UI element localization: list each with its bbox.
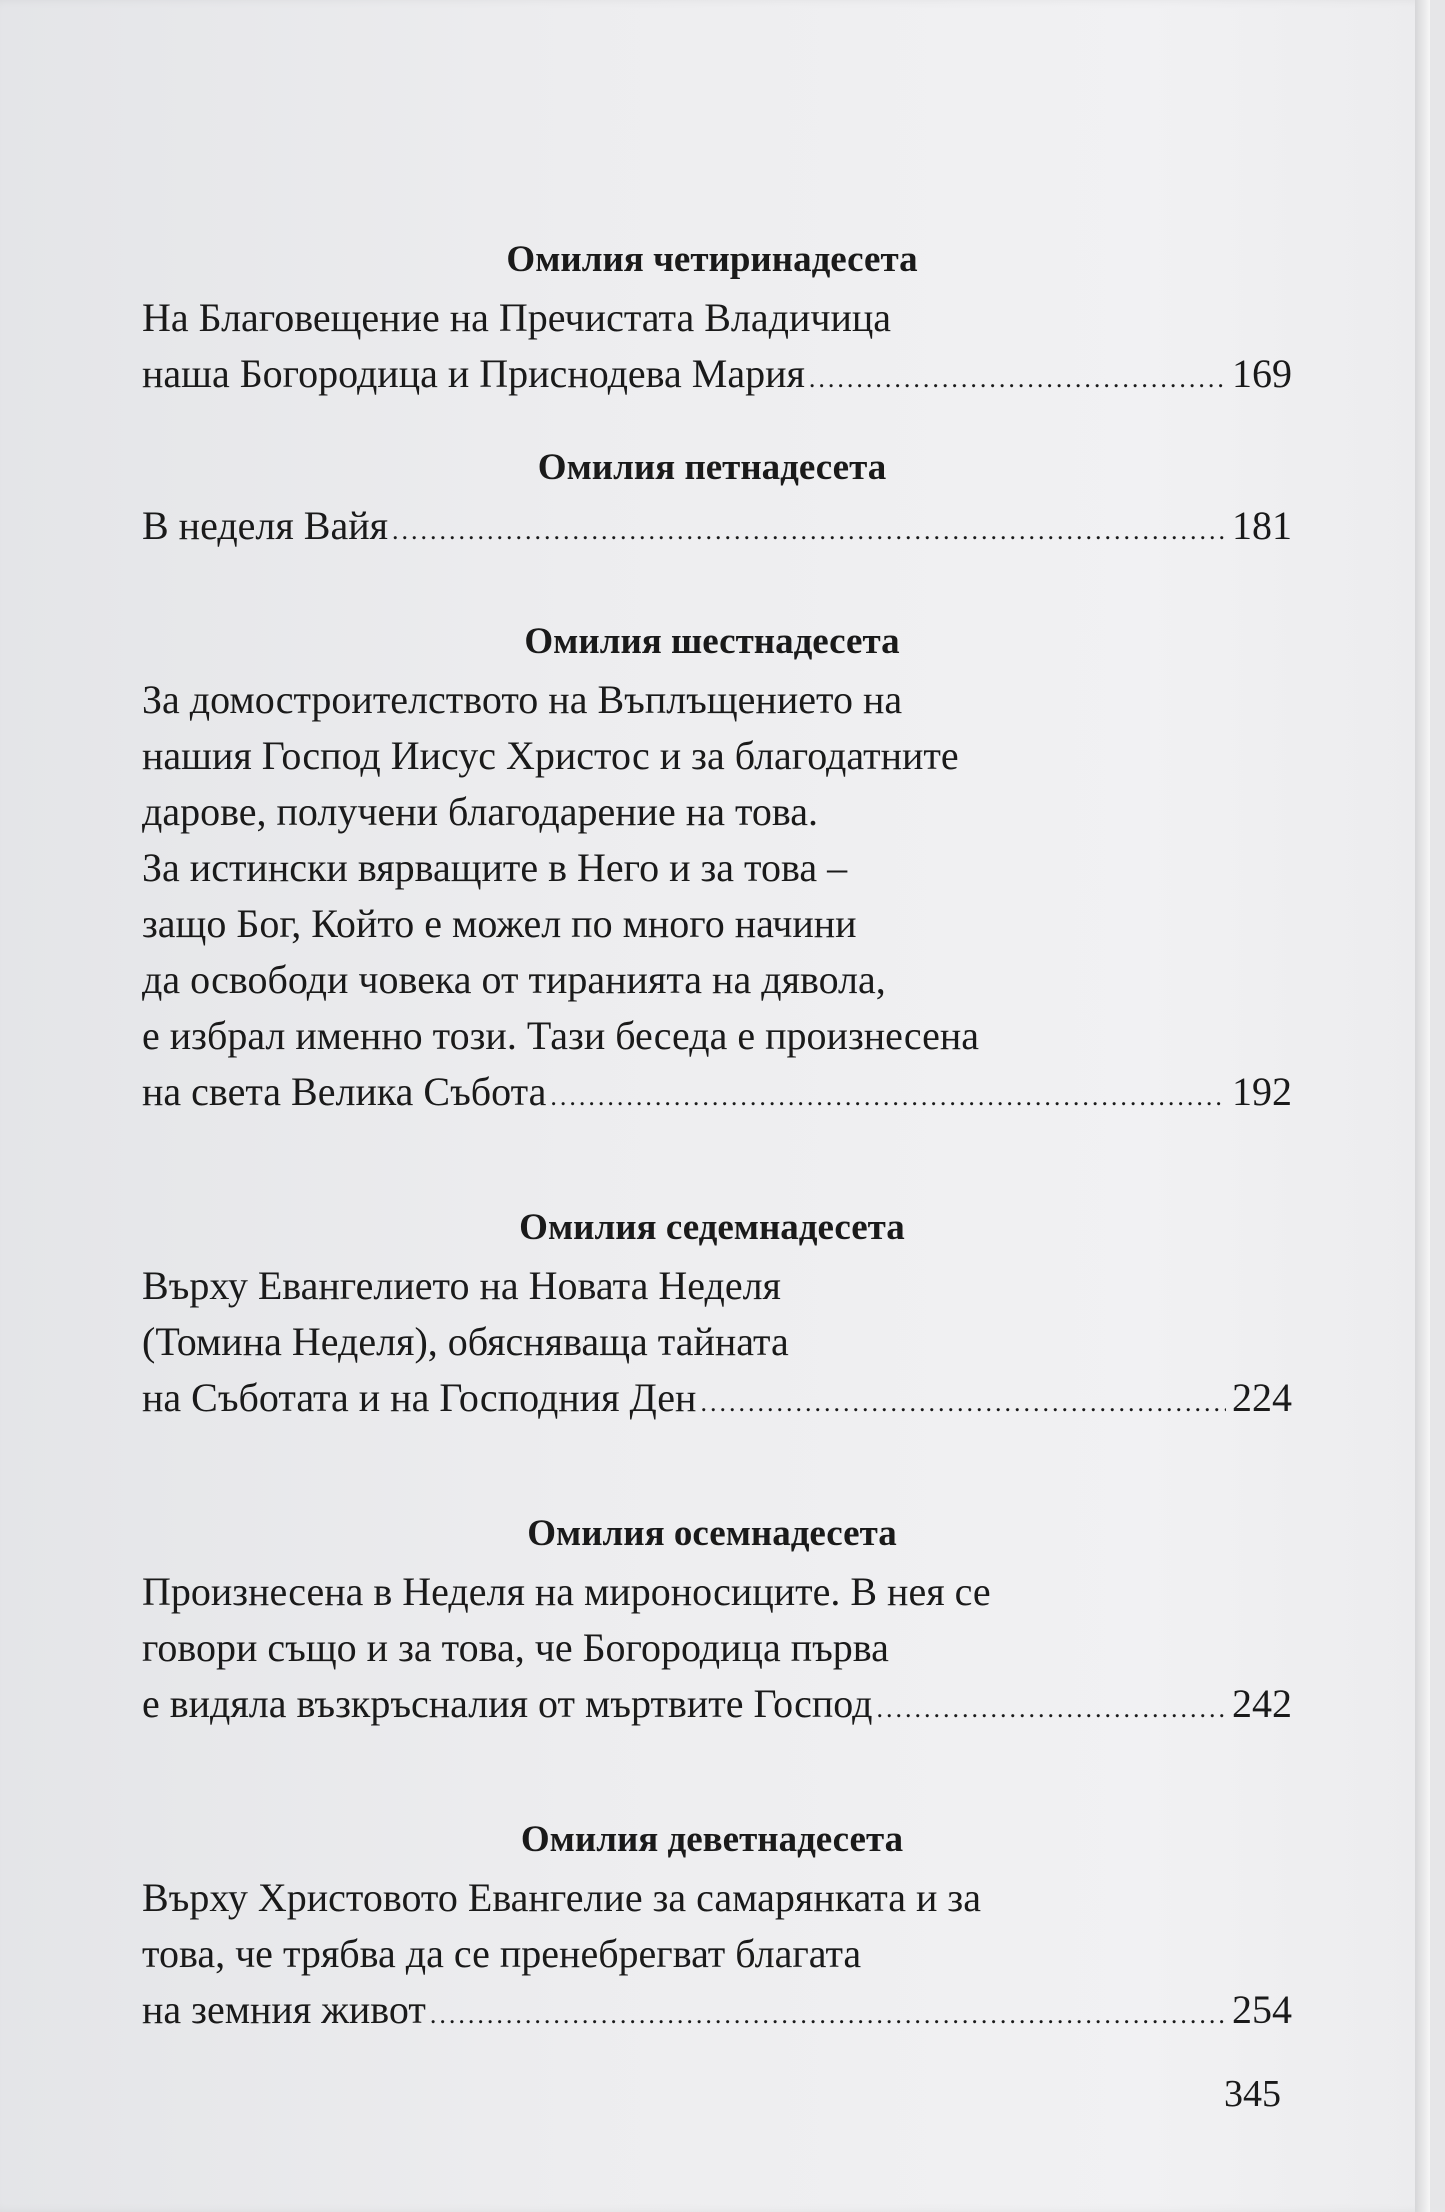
dot-leader [809, 351, 1226, 407]
entry-line: е видяла възкръсналия от мъртвите Господ [142, 1681, 873, 1726]
page-number: 224 [1232, 1375, 1292, 1420]
entry-line: дарове, получени благодарение на това. [142, 789, 819, 834]
entry-line: Върху Евангелието на Новата Неделя [142, 1263, 781, 1308]
dot-leader [700, 1375, 1226, 1431]
entry-line: това, че трябва да се пренебрегват благата [142, 1931, 862, 1976]
dot-leader [430, 1987, 1226, 2043]
entry-line: е избрал именно този. Тази беседа е произнесена [142, 1013, 980, 1058]
entry-line: наша Богородица и Приснодева Мария [142, 351, 805, 396]
entry-last-line [142, 1064, 1292, 1120]
page-number: 169 [1232, 351, 1292, 396]
entry-last-line [142, 346, 1292, 402]
page-number: 192 [1232, 1069, 1292, 1114]
entry-line: на земния живот [142, 1987, 426, 2032]
entry-title: Омилия шестнадесета [524, 621, 900, 662]
page-number: 242 [1232, 1681, 1292, 1726]
entry-last-line [142, 1676, 1292, 1732]
dot-leader [876, 1681, 1226, 1737]
entry-title: Омилия четиринадесета [506, 239, 918, 280]
table-of-contents [142, 230, 1292, 2038]
entry-line: За домостроителството на Въплъщението на [142, 677, 903, 722]
toc-entry [142, 438, 1292, 554]
entry-title: Омилия деветнадесета [520, 1819, 904, 1860]
entry-last-line [142, 1370, 1292, 1426]
page-number: 181 [1232, 503, 1292, 548]
entry-line: (Томина Неделя), обясняваща тайната [142, 1319, 789, 1364]
entry-line: Произнесена в Неделя на мироносиците. В нея се [142, 1569, 991, 1614]
entry-title: Омилия седемнадесета [519, 1207, 905, 1248]
entry-line: За истински вярващите в Него и за това – [142, 845, 848, 890]
toc-entry [142, 1198, 1292, 1426]
dot-leader [550, 1069, 1226, 1125]
entry-title: Омилия осемнадесета [527, 1513, 897, 1554]
toc-entry [142, 612, 1292, 1120]
entry-last-line [142, 1982, 1292, 2038]
dot-leader [392, 503, 1226, 559]
toc-entry [142, 1504, 1292, 1732]
entry-line: на света Велика Събота [142, 1069, 547, 1114]
entry-last-line [142, 498, 1292, 554]
entry-line: да освободи човека от тиранията на дявола, [142, 957, 886, 1002]
entry-line: говори също и за това, че Богородица първа [142, 1625, 889, 1670]
entry-line: нашия Господ Иисус Христос и за благодатните [142, 733, 959, 778]
page-folio-number: 345 [1224, 2073, 1281, 2115]
toc-entry [142, 1810, 1292, 2038]
entry-line: на Съботата и на Господния Ден [142, 1375, 697, 1420]
page-edge [1415, 0, 1430, 2212]
page-number: 254 [1232, 1987, 1292, 2032]
entry-title: Омилия петнадесета [537, 447, 887, 488]
entry-line: В неделя Вайя [142, 503, 389, 548]
entry-line: На Благовещение на Пречистата Владичица [142, 295, 892, 340]
entry-line: Върху Христовото Евангелие за самарянката и за [142, 1875, 981, 1920]
toc-entry [142, 230, 1292, 402]
entry-line: защо Бог, Който е можел по много начини [142, 901, 857, 946]
